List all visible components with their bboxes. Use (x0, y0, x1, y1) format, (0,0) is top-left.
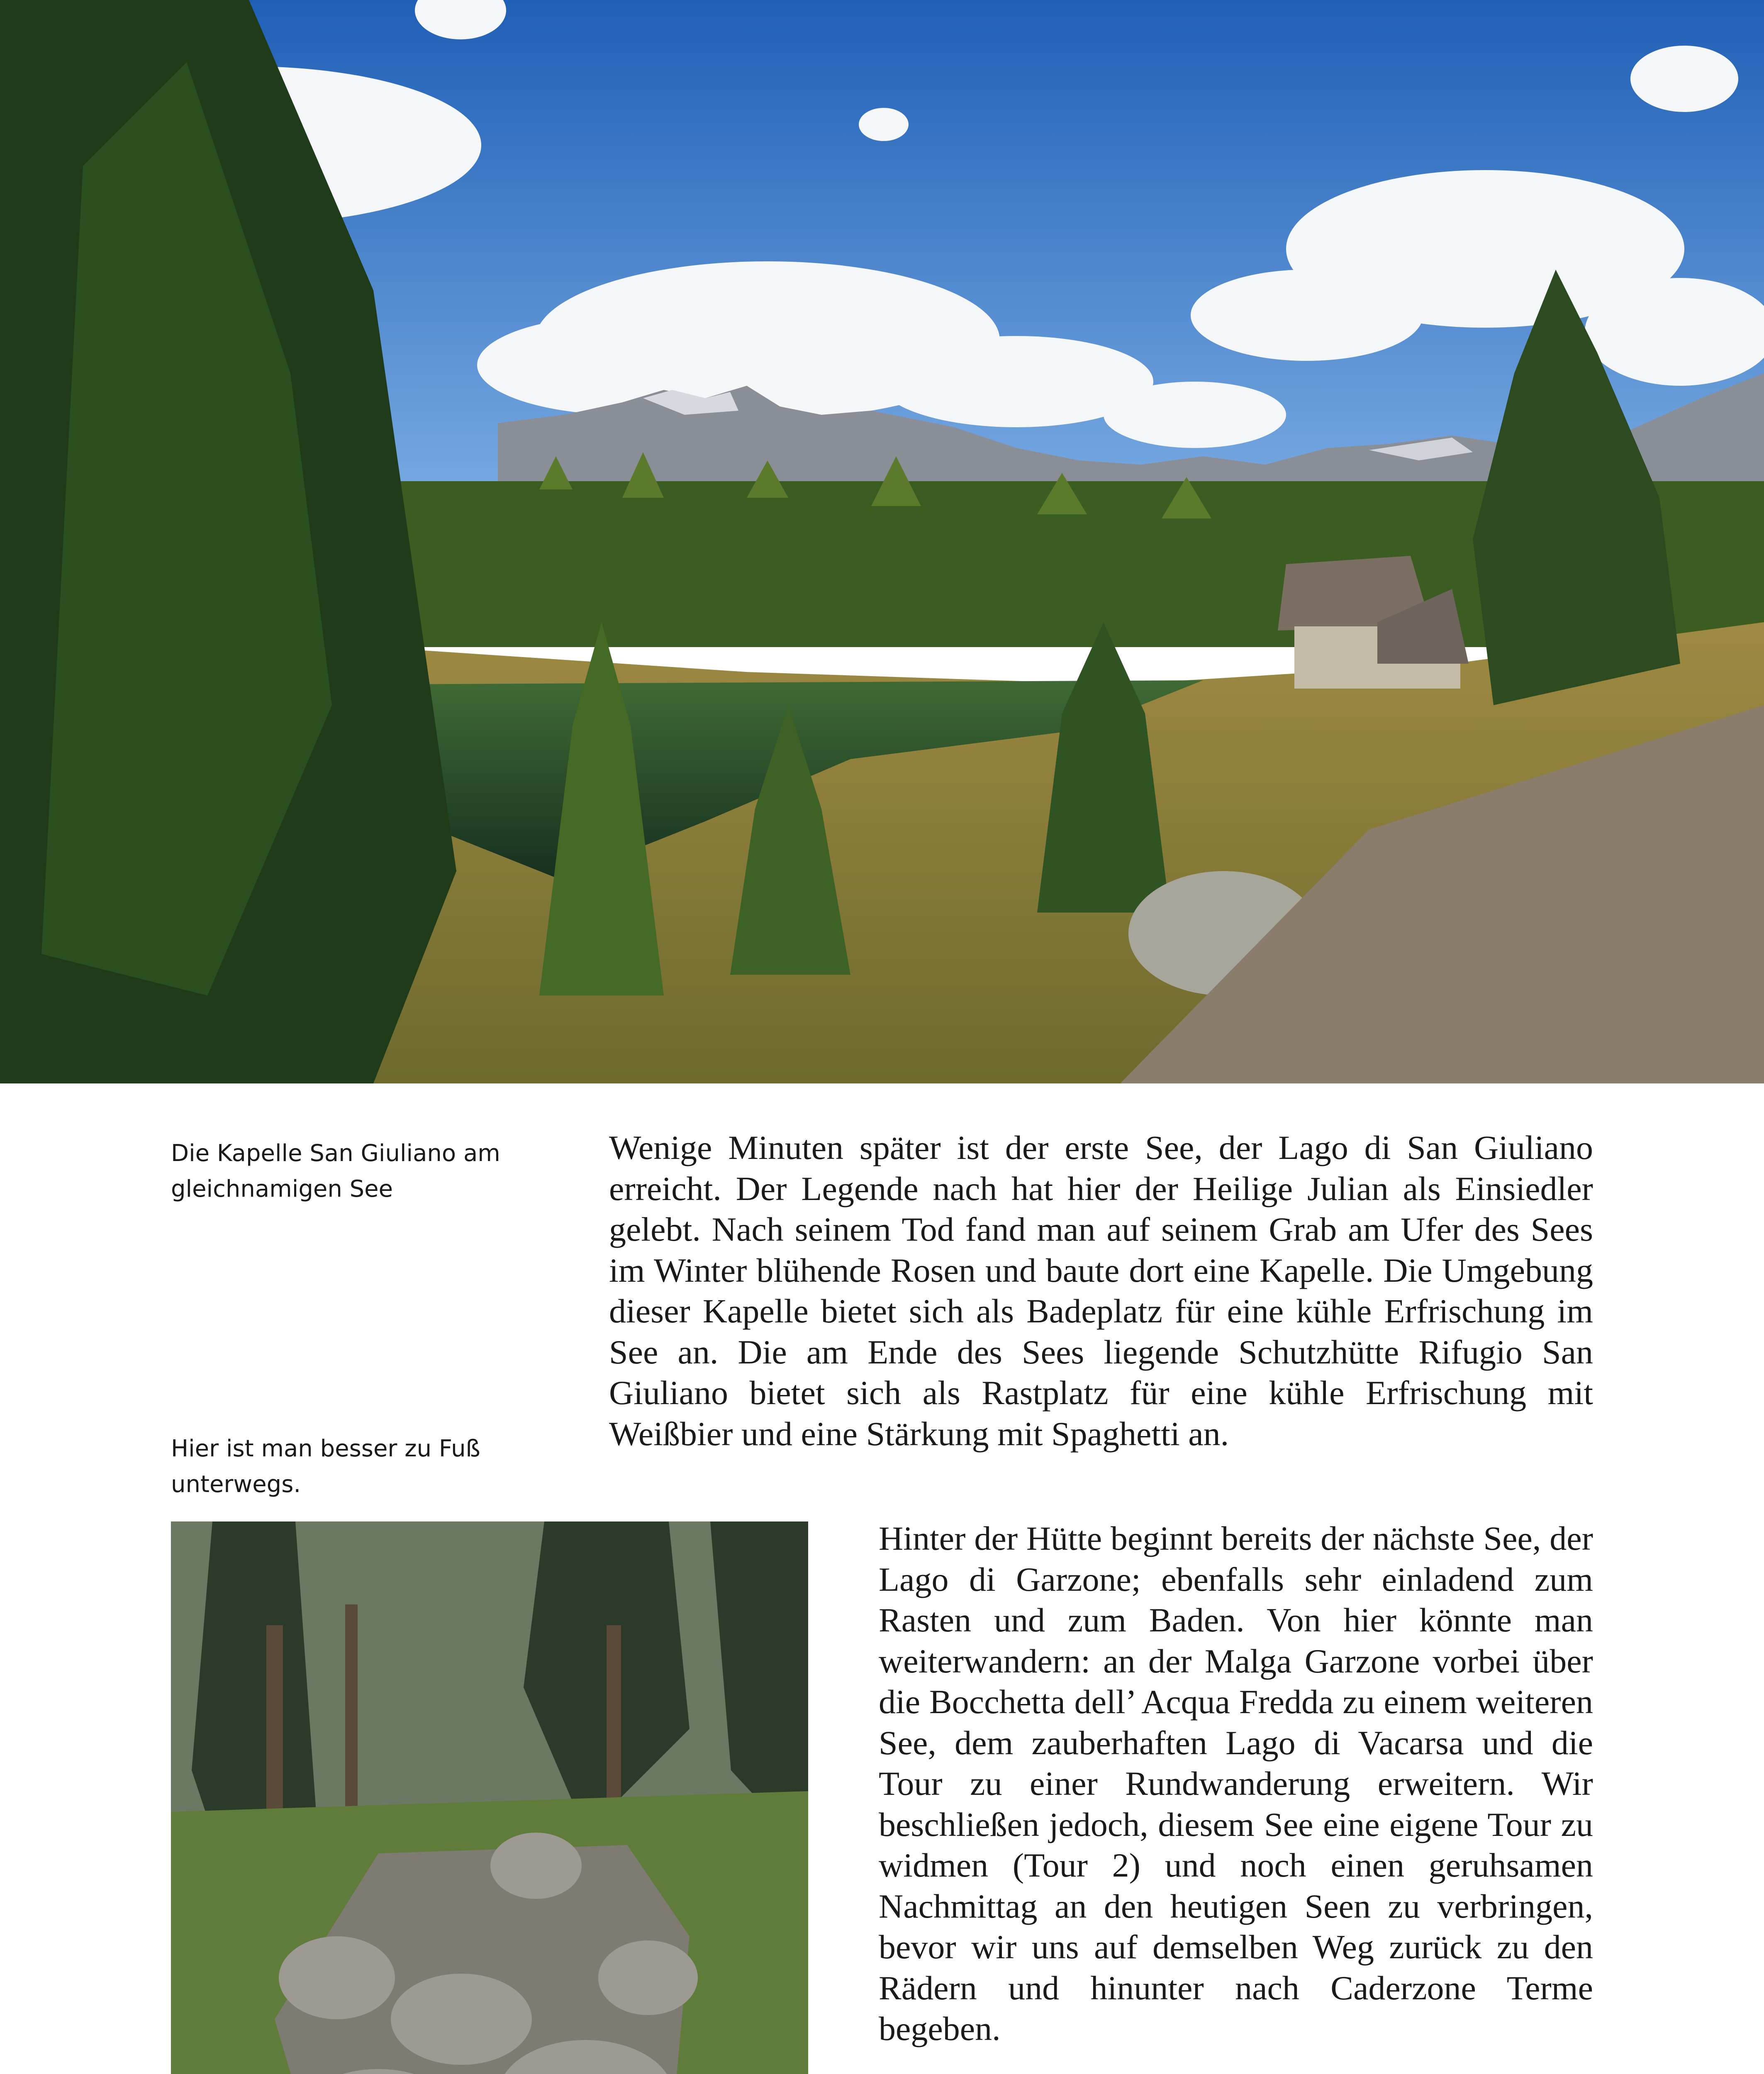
lake-garzone-paragraph: Hinter der Hütte beginnt bereits der nächste See, der Lago di Garzone; ebenfalls sehr einladend zum Rasten und zum Baden. Von hier könnte man weiterwandern: an der Malga Garzone vorbei über die Bocchetta dell’ Acqua Fredda zu einem weiteren See, dem zauberhaften Lago di Vacarsa und die Tour zu einer Rundwanderung erweitern. Wir beschließen jedoch, diesem See eine eigene Tour zu widmen (Tour 2) und noch einen geruhsamen Nachmittag an den heutigen Seen zu verbringen, bevor wir uns auf demselben Weg zurück zu den Rädern und hinunter nach Caderzone Terme begeben. (879, 1519, 1593, 2047)
path-photo-caption: Hier ist man besser zu Fuß unterwegs. (171, 1435, 480, 1498)
chapel-photo-caption: Die Kapelle San Giuliano am gleichnamigen See (171, 1140, 500, 1203)
forest-path-photo (171, 1521, 808, 2074)
lake-san-giuliano-paragraph: Wenige Minuten später ist der erste See, der Lago di San Giuliano erreicht. Der Legende nach hat hier der Heilige Julian als Einsiedler gelebt. Nach seinem Tod fand man auf seinem Grab am Ufer des Sees im Winter blühende Rosen und baute dort eine Kapelle. Die Umgebung dieser Kapelle bietet sich als Badeplatz für eine kühle Erfrischung im See an. Die am Ende des Sees liegende Schutzhütte Rifugio San Giuliano bietet sich als Rastplatz für eine kühle Erfrischung mit Weißbier und eine Stärkung mit Spaghetti an. (609, 1129, 1593, 1453)
